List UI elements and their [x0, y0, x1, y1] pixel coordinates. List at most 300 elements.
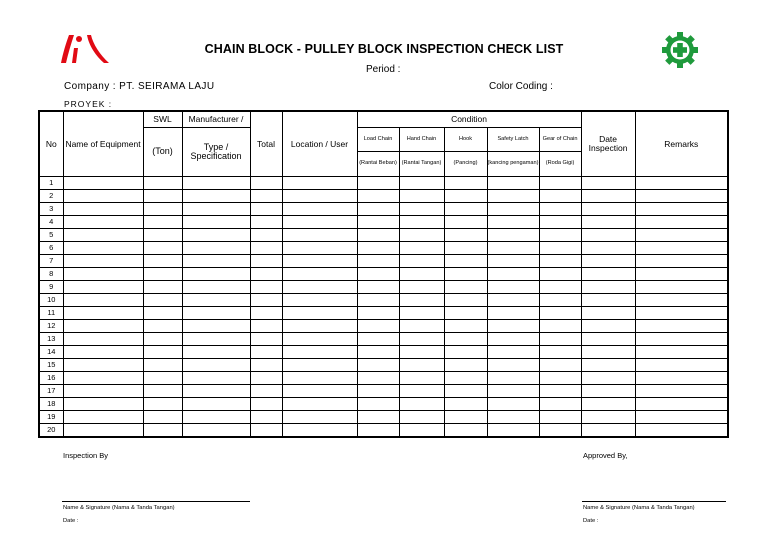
table-cell[interactable] — [539, 320, 581, 333]
table-cell[interactable] — [63, 190, 143, 203]
table-cell[interactable] — [399, 346, 444, 359]
table-cell[interactable] — [581, 190, 635, 203]
row-number: 13 — [39, 333, 63, 346]
inspection-by-label: Inspection By — [63, 451, 109, 460]
table-cell[interactable] — [487, 372, 539, 385]
table-cell[interactable] — [444, 385, 487, 398]
row-number: 14 — [39, 346, 63, 359]
table-cell[interactable] — [635, 203, 728, 216]
table-cell[interactable] — [487, 346, 539, 359]
table-cell[interactable] — [63, 177, 143, 190]
table-row — [39, 229, 728, 242]
table-cell[interactable] — [182, 372, 250, 385]
table-cell[interactable] — [487, 359, 539, 372]
header-name-of-equipment: Name of Equipment — [63, 111, 143, 177]
table-cell[interactable] — [581, 398, 635, 411]
table-cell[interactable] — [399, 333, 444, 346]
table-cell[interactable] — [282, 190, 357, 203]
table-cell[interactable] — [581, 411, 635, 424]
table-cell[interactable] — [539, 177, 581, 190]
table-cell[interactable] — [399, 229, 444, 242]
row-number: 8 — [39, 268, 63, 281]
table-cell[interactable] — [539, 216, 581, 229]
table-cell[interactable] — [143, 359, 182, 372]
table-cell[interactable] — [399, 190, 444, 203]
table-cell[interactable] — [444, 359, 487, 372]
table-cell[interactable] — [399, 320, 444, 333]
table-cell[interactable] — [143, 242, 182, 255]
table-cell[interactable] — [357, 190, 399, 203]
table-cell[interactable] — [399, 372, 444, 385]
table-cell[interactable] — [250, 281, 282, 294]
table-cell[interactable] — [581, 281, 635, 294]
table-cell[interactable] — [399, 398, 444, 411]
table-cell[interactable] — [250, 294, 282, 307]
table-cell[interactable] — [635, 294, 728, 307]
table-cell[interactable] — [143, 190, 182, 203]
row-number: 7 — [39, 255, 63, 268]
table-cell[interactable] — [143, 372, 182, 385]
table-cell[interactable] — [487, 190, 539, 203]
row-number: 5 — [39, 229, 63, 242]
table-cell[interactable] — [357, 177, 399, 190]
table-cell[interactable] — [282, 398, 357, 411]
table-cell[interactable] — [63, 203, 143, 216]
header-swl-unit: (Ton) — [143, 128, 182, 177]
table-cell[interactable] — [487, 203, 539, 216]
table-row — [39, 333, 728, 346]
table-cell[interactable] — [63, 268, 143, 281]
table-cell[interactable] — [539, 385, 581, 398]
table-cell[interactable] — [182, 242, 250, 255]
signature-label-left: Name & Signature (Nama & Tanda Tangan) — [63, 505, 175, 511]
table-cell[interactable] — [635, 359, 728, 372]
table-cell[interactable] — [399, 177, 444, 190]
table-cell[interactable] — [487, 255, 539, 268]
table-cell[interactable] — [63, 281, 143, 294]
table-row — [39, 268, 728, 281]
table-cell[interactable] — [635, 424, 728, 438]
table-cell[interactable] — [581, 255, 635, 268]
inspection-table — [38, 110, 729, 438]
table-cell[interactable] — [487, 320, 539, 333]
table-cell[interactable] — [282, 411, 357, 424]
row-number: 9 — [39, 281, 63, 294]
table-cell[interactable] — [635, 229, 728, 242]
table-cell[interactable] — [635, 372, 728, 385]
table-cell[interactable] — [635, 346, 728, 359]
table-cell[interactable] — [63, 255, 143, 268]
table-cell[interactable] — [182, 190, 250, 203]
table-cell[interactable] — [581, 307, 635, 320]
table-cell[interactable] — [357, 398, 399, 411]
table-row — [39, 177, 728, 190]
table-cell[interactable] — [399, 216, 444, 229]
table-row — [39, 320, 728, 333]
table-cell[interactable] — [444, 333, 487, 346]
table-cell[interactable] — [182, 320, 250, 333]
table-cell[interactable] — [282, 372, 357, 385]
table-cell[interactable] — [282, 242, 357, 255]
table-cell[interactable] — [487, 294, 539, 307]
table-cell[interactable] — [444, 398, 487, 411]
table-cell[interactable] — [581, 203, 635, 216]
table-cell[interactable] — [635, 255, 728, 268]
table-row — [39, 359, 728, 372]
table-cell[interactable] — [539, 281, 581, 294]
table-cell[interactable] — [357, 281, 399, 294]
header-location-user: Location / User — [282, 111, 357, 177]
table-cell[interactable] — [399, 424, 444, 438]
table-cell[interactable] — [539, 190, 581, 203]
table-cell[interactable] — [399, 307, 444, 320]
table-cell[interactable] — [182, 411, 250, 424]
table-cell[interactable] — [143, 255, 182, 268]
table-cell[interactable] — [399, 359, 444, 372]
table-cell[interactable] — [635, 398, 728, 411]
table-cell[interactable] — [444, 203, 487, 216]
table-cell[interactable] — [143, 333, 182, 346]
table-cell[interactable] — [63, 398, 143, 411]
table-cell[interactable] — [282, 177, 357, 190]
header-hand-chain-id: (Rantai Tangan) — [399, 152, 444, 177]
row-number: 6 — [39, 242, 63, 255]
table-cell[interactable] — [182, 229, 250, 242]
table-cell[interactable] — [539, 307, 581, 320]
table-cell[interactable] — [250, 346, 282, 359]
table-cell[interactable] — [357, 203, 399, 216]
table-cell[interactable] — [487, 307, 539, 320]
table-cell[interactable] — [635, 333, 728, 346]
table-cell[interactable] — [182, 216, 250, 229]
table-cell[interactable] — [399, 281, 444, 294]
table-cell[interactable] — [182, 281, 250, 294]
table-cell[interactable] — [250, 398, 282, 411]
table-cell[interactable] — [444, 255, 487, 268]
row-number: 3 — [39, 203, 63, 216]
table-cell[interactable] — [539, 242, 581, 255]
table-cell[interactable] — [399, 294, 444, 307]
table-cell[interactable] — [357, 255, 399, 268]
proyek-label: PROYEK : — [64, 99, 113, 109]
table-cell[interactable] — [487, 242, 539, 255]
table-cell[interactable] — [357, 346, 399, 359]
table-cell[interactable] — [63, 424, 143, 438]
table-cell[interactable] — [182, 398, 250, 411]
table-cell[interactable] — [250, 190, 282, 203]
table-cell[interactable] — [581, 242, 635, 255]
table-cell[interactable] — [182, 333, 250, 346]
table-cell[interactable] — [539, 346, 581, 359]
header-no: No — [39, 111, 63, 177]
date-label-right: Date : — [583, 518, 599, 524]
table-row — [39, 255, 728, 268]
page-title: CHAIN BLOCK - PULLEY BLOCK INSPECTION CHECK LIST — [204, 42, 564, 56]
table-cell[interactable] — [487, 229, 539, 242]
table-cell[interactable] — [182, 255, 250, 268]
table-cell[interactable] — [444, 190, 487, 203]
table-cell[interactable] — [282, 255, 357, 268]
table-cell[interactable] — [143, 346, 182, 359]
table-cell[interactable] — [250, 229, 282, 242]
table-cell[interactable] — [581, 424, 635, 438]
table-cell[interactable] — [143, 177, 182, 190]
table-cell[interactable] — [357, 229, 399, 242]
table-cell[interactable] — [143, 307, 182, 320]
table-cell[interactable] — [357, 359, 399, 372]
table-cell[interactable] — [487, 398, 539, 411]
row-number: 16 — [39, 372, 63, 385]
table-cell[interactable] — [250, 385, 282, 398]
table-cell[interactable] — [487, 268, 539, 281]
table-cell[interactable] — [444, 216, 487, 229]
table-cell[interactable] — [63, 320, 143, 333]
table-cell[interactable] — [581, 216, 635, 229]
header-total: Total — [250, 111, 282, 177]
table-cell[interactable] — [444, 411, 487, 424]
table-cell[interactable] — [444, 242, 487, 255]
table-cell[interactable] — [182, 294, 250, 307]
table-cell[interactable] — [282, 216, 357, 229]
table-cell[interactable] — [487, 281, 539, 294]
table-row — [39, 398, 728, 411]
table-cell[interactable] — [539, 398, 581, 411]
signature-line-right — [582, 501, 726, 502]
table-cell[interactable] — [444, 372, 487, 385]
table-cell[interactable] — [444, 294, 487, 307]
table-row — [39, 242, 728, 255]
table-cell[interactable] — [635, 190, 728, 203]
table-cell[interactable] — [143, 320, 182, 333]
table-cell[interactable] — [399, 255, 444, 268]
table-cell[interactable] — [539, 333, 581, 346]
table-cell[interactable] — [250, 177, 282, 190]
table-cell[interactable] — [487, 177, 539, 190]
table-cell[interactable] — [581, 372, 635, 385]
table-row — [39, 307, 728, 320]
table-cell[interactable] — [444, 307, 487, 320]
table-cell[interactable] — [63, 216, 143, 229]
table-cell[interactable] — [539, 229, 581, 242]
table-cell[interactable] — [539, 424, 581, 438]
table-cell[interactable] — [487, 216, 539, 229]
table-cell[interactable] — [250, 216, 282, 229]
table-cell[interactable] — [487, 333, 539, 346]
table-cell[interactable] — [581, 177, 635, 190]
table-cell[interactable] — [635, 411, 728, 424]
header-manufacturer: Manufacturer / — [182, 111, 250, 128]
table-cell[interactable] — [143, 229, 182, 242]
table-cell[interactable] — [357, 216, 399, 229]
table-cell[interactable] — [250, 411, 282, 424]
header-condition: Condition — [357, 111, 581, 128]
table-cell[interactable] — [444, 346, 487, 359]
header-gear-of-chain: Gear of Chain — [539, 128, 581, 152]
table-cell[interactable] — [357, 424, 399, 438]
table-cell[interactable] — [250, 203, 282, 216]
table-cell[interactable] — [635, 268, 728, 281]
table-cell[interactable] — [282, 229, 357, 242]
table-cell[interactable] — [63, 294, 143, 307]
table-row — [39, 346, 728, 359]
table-cell[interactable] — [282, 424, 357, 438]
table-cell[interactable] — [357, 372, 399, 385]
table-cell[interactable] — [63, 229, 143, 242]
header-safety-latch-id: (kancing pengaman) — [487, 152, 539, 177]
table-cell[interactable] — [635, 307, 728, 320]
table-cell[interactable] — [143, 411, 182, 424]
table-cell[interactable] — [282, 320, 357, 333]
table-cell[interactable] — [182, 177, 250, 190]
table-cell[interactable] — [487, 411, 539, 424]
table-cell[interactable] — [182, 268, 250, 281]
table-cell[interactable] — [539, 359, 581, 372]
row-number: 15 — [39, 359, 63, 372]
table-cell[interactable] — [444, 424, 487, 438]
table-row — [39, 424, 728, 438]
header-hook: Hook — [444, 128, 487, 152]
table-row — [39, 203, 728, 216]
table-cell[interactable] — [143, 424, 182, 438]
table-cell[interactable] — [282, 385, 357, 398]
table-cell[interactable] — [182, 346, 250, 359]
table-cell[interactable] — [581, 294, 635, 307]
table-cell[interactable] — [581, 359, 635, 372]
table-body — [39, 177, 728, 438]
table-cell[interactable] — [143, 294, 182, 307]
table-cell[interactable] — [399, 203, 444, 216]
row-number: 17 — [39, 385, 63, 398]
row-number: 12 — [39, 320, 63, 333]
table-row — [39, 411, 728, 424]
table-cell[interactable] — [63, 359, 143, 372]
table-cell[interactable] — [357, 307, 399, 320]
table-cell[interactable] — [250, 359, 282, 372]
signature-line-left — [62, 501, 250, 502]
table-cell[interactable] — [282, 203, 357, 216]
row-number: 18 — [39, 398, 63, 411]
table-cell[interactable] — [444, 320, 487, 333]
table-cell[interactable] — [63, 372, 143, 385]
approved-by-label: Approved By, — [583, 451, 628, 460]
header-swl: SWL — [143, 111, 182, 128]
table-cell[interactable] — [63, 333, 143, 346]
table-cell[interactable] — [182, 307, 250, 320]
row-number: 10 — [39, 294, 63, 307]
header-load-chain-id: (Rantai Beban) — [357, 152, 399, 177]
header-hand-chain: Hand Chain — [399, 128, 444, 152]
row-number: 1 — [39, 177, 63, 190]
table-cell[interactable] — [63, 411, 143, 424]
table-cell[interactable] — [182, 203, 250, 216]
table-cell[interactable] — [581, 320, 635, 333]
table-cell[interactable] — [635, 281, 728, 294]
table-cell[interactable] — [487, 385, 539, 398]
table-cell[interactable] — [581, 385, 635, 398]
table-cell[interactable] — [282, 307, 357, 320]
table-cell[interactable] — [444, 177, 487, 190]
table-row — [39, 216, 728, 229]
table-cell[interactable] — [282, 281, 357, 294]
table-cell[interactable] — [635, 242, 728, 255]
table-cell[interactable] — [635, 320, 728, 333]
table-cell[interactable] — [581, 346, 635, 359]
table-cell[interactable] — [539, 203, 581, 216]
table-cell[interactable] — [63, 346, 143, 359]
table-cell[interactable] — [357, 385, 399, 398]
table-cell[interactable] — [250, 372, 282, 385]
table-row — [39, 372, 728, 385]
table-cell[interactable] — [282, 346, 357, 359]
table-cell[interactable] — [182, 359, 250, 372]
table-cell[interactable] — [143, 216, 182, 229]
table-cell[interactable] — [635, 177, 728, 190]
table-cell[interactable] — [143, 281, 182, 294]
table-row — [39, 190, 728, 203]
table-cell[interactable] — [539, 268, 581, 281]
table-cell[interactable] — [63, 385, 143, 398]
table-cell[interactable] — [250, 320, 282, 333]
table-cell[interactable] — [635, 385, 728, 398]
header-gear-of-chain-id: (Roda Gigi) — [539, 152, 581, 177]
table-cell[interactable] — [282, 333, 357, 346]
table-cell[interactable] — [182, 424, 250, 438]
table-cell[interactable] — [282, 359, 357, 372]
table-cell[interactable] — [143, 385, 182, 398]
table-cell[interactable] — [63, 307, 143, 320]
table-cell[interactable] — [143, 398, 182, 411]
table-cell[interactable] — [487, 424, 539, 438]
table-cell[interactable] — [63, 242, 143, 255]
table-cell[interactable] — [444, 268, 487, 281]
table-row — [39, 385, 728, 398]
table-cell[interactable] — [399, 385, 444, 398]
table-cell[interactable] — [635, 216, 728, 229]
table-cell[interactable] — [357, 333, 399, 346]
table-cell[interactable] — [250, 424, 282, 438]
table-cell[interactable] — [143, 203, 182, 216]
table-cell[interactable] — [444, 281, 487, 294]
table-cell[interactable] — [539, 372, 581, 385]
table-cell[interactable] — [282, 268, 357, 281]
table-cell[interactable] — [143, 268, 182, 281]
table-cell[interactable] — [250, 255, 282, 268]
table-cell[interactable] — [250, 333, 282, 346]
table-cell[interactable] — [182, 385, 250, 398]
table-cell[interactable] — [399, 268, 444, 281]
table-cell[interactable] — [357, 411, 399, 424]
table-cell[interactable] — [250, 307, 282, 320]
table-cell[interactable] — [581, 229, 635, 242]
table-cell[interactable] — [539, 255, 581, 268]
table-cell[interactable] — [357, 294, 399, 307]
table-row — [39, 281, 728, 294]
table-cell[interactable] — [539, 294, 581, 307]
table-cell[interactable] — [357, 320, 399, 333]
table-cell[interactable] — [444, 229, 487, 242]
period-label: Period : — [366, 64, 401, 75]
table-cell[interactable] — [282, 294, 357, 307]
table-cell[interactable] — [581, 333, 635, 346]
table-cell[interactable] — [581, 268, 635, 281]
table-cell[interactable] — [357, 242, 399, 255]
table-cell[interactable] — [357, 268, 399, 281]
table-cell[interactable] — [539, 411, 581, 424]
table-cell[interactable] — [250, 268, 282, 281]
table-cell[interactable] — [250, 242, 282, 255]
table-cell[interactable] — [399, 411, 444, 424]
table-cell[interactable] — [399, 242, 444, 255]
